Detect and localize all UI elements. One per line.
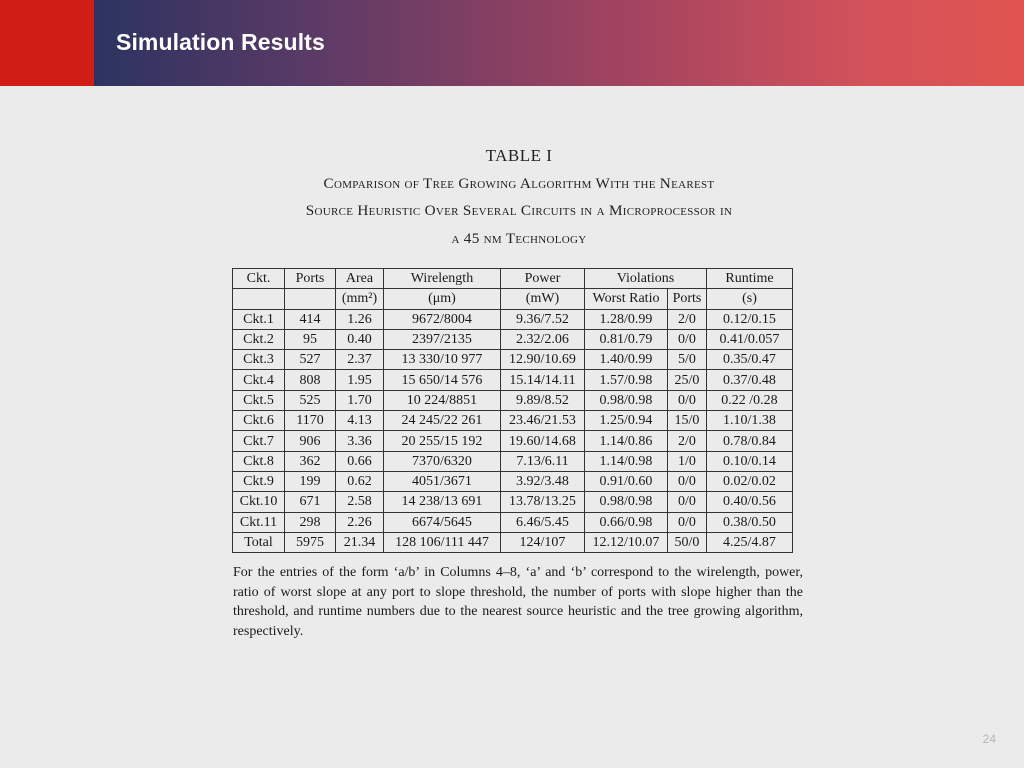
table-cell: 414 bbox=[285, 309, 336, 329]
table-cell: 10 224/8851 bbox=[384, 390, 501, 410]
header-cell: (mm²) bbox=[336, 289, 384, 309]
table-cell: 4.13 bbox=[336, 411, 384, 431]
table-cell: 6674/5645 bbox=[384, 512, 501, 532]
table-cell: 6.46/5.45 bbox=[501, 512, 585, 532]
table-cell: 0.66/0.98 bbox=[585, 512, 668, 532]
table-row bbox=[233, 411, 793, 431]
table-caption-line-2: Source Heuristic Over Several Circuits in a Microprocessor in bbox=[305, 202, 733, 219]
table-cell: 0.40/0.56 bbox=[707, 492, 793, 512]
table-cell: 4.25/4.87 bbox=[707, 532, 793, 552]
table-cell: 0.22 /0.28 bbox=[707, 390, 793, 410]
table-row bbox=[233, 370, 793, 390]
table-cell: 2.37 bbox=[336, 350, 384, 370]
table-cell: 23.46/21.53 bbox=[501, 411, 585, 431]
table-cell: 0.66 bbox=[336, 451, 384, 471]
table-cell: 0.37/0.48 bbox=[707, 370, 793, 390]
table-cell: 7.13/6.11 bbox=[501, 451, 585, 471]
table-cell: Ckt.7 bbox=[233, 431, 285, 451]
header-cell: Wirelength bbox=[384, 269, 501, 289]
header-row-1 bbox=[233, 269, 793, 289]
table-cell: 906 bbox=[285, 431, 336, 451]
table-cell: 525 bbox=[285, 390, 336, 410]
table-label: TABLE I bbox=[485, 146, 553, 165]
header-cell: Area bbox=[336, 269, 384, 289]
table-cell: 1170 bbox=[285, 411, 336, 431]
table-cell: 9.36/7.52 bbox=[501, 309, 585, 329]
table-cell: 25/0 bbox=[668, 370, 707, 390]
table-cell: 527 bbox=[285, 350, 336, 370]
header-cell bbox=[285, 289, 336, 309]
table-cell: 199 bbox=[285, 471, 336, 491]
table-cell: 0.35/0.47 bbox=[707, 350, 793, 370]
table-cell: 0.91/0.60 bbox=[585, 471, 668, 491]
slide-title: Simulation Results bbox=[116, 29, 325, 55]
table-cell: 2.32/2.06 bbox=[501, 329, 585, 349]
table-row bbox=[233, 471, 793, 491]
header-row-2 bbox=[233, 289, 793, 309]
table-cell: 0.10/0.14 bbox=[707, 451, 793, 471]
table-caption-line-1: Comparison of Tree Growing Algorithm With the Nearest bbox=[323, 175, 715, 192]
table-row bbox=[233, 431, 793, 451]
table-cell: 0/0 bbox=[668, 390, 707, 410]
table-cell: 1.95 bbox=[336, 370, 384, 390]
table-cell: 9672/8004 bbox=[384, 309, 501, 329]
table-cell: 12.12/10.07 bbox=[585, 532, 668, 552]
table-cell: 2397/2135 bbox=[384, 329, 501, 349]
page-number: 24 bbox=[982, 732, 996, 746]
table-cell: 12.90/10.69 bbox=[501, 350, 585, 370]
table-cell: 0/0 bbox=[668, 471, 707, 491]
header-cell: Power bbox=[501, 269, 585, 289]
table-cell: 298 bbox=[285, 512, 336, 532]
table-cell: 13 330/10 977 bbox=[384, 350, 501, 370]
table-cell: 0.78/0.84 bbox=[707, 431, 793, 451]
table-row bbox=[233, 512, 793, 532]
table-cell: 21.34 bbox=[336, 532, 384, 552]
table-cell: Ckt.9 bbox=[233, 471, 285, 491]
header-cell: (s) bbox=[707, 289, 793, 309]
header-cell: Violations bbox=[585, 269, 707, 289]
table-cell: 95 bbox=[285, 329, 336, 349]
header-cell: (μm) bbox=[384, 289, 501, 309]
header-cell bbox=[233, 289, 285, 309]
table-cell: 15/0 bbox=[668, 411, 707, 431]
table-row bbox=[233, 492, 793, 512]
table-cell: 1.25/0.94 bbox=[585, 411, 668, 431]
table-cell: 1/0 bbox=[668, 451, 707, 471]
table-cell: 1.70 bbox=[336, 390, 384, 410]
table-cell: 1.57/0.98 bbox=[585, 370, 668, 390]
table-cell: Ckt.10 bbox=[233, 492, 285, 512]
table-cell: 3.92/3.48 bbox=[501, 471, 585, 491]
table-cell: 3.36 bbox=[336, 431, 384, 451]
table-cell: 0.62 bbox=[336, 471, 384, 491]
table-cell: 1.14/0.86 bbox=[585, 431, 668, 451]
table-cell: Ckt.1 bbox=[233, 309, 285, 329]
table-cell: 20 255/15 192 bbox=[384, 431, 501, 451]
table-cell: 1.26 bbox=[336, 309, 384, 329]
header-cell: Ports bbox=[285, 269, 336, 289]
table-cell: 2.26 bbox=[336, 512, 384, 532]
table-cell: 0.40 bbox=[336, 329, 384, 349]
table-cell: 808 bbox=[285, 370, 336, 390]
table-cell: 1.14/0.98 bbox=[585, 451, 668, 471]
header-cell: Ckt. bbox=[233, 269, 285, 289]
table-cell: 2.58 bbox=[336, 492, 384, 512]
table-cell: 124/107 bbox=[501, 532, 585, 552]
table-cell: 0.98/0.98 bbox=[585, 492, 668, 512]
header-cell: Runtime bbox=[707, 269, 793, 289]
table-cell: 0.41/0.057 bbox=[707, 329, 793, 349]
header-cell: (mW) bbox=[501, 289, 585, 309]
table-row bbox=[233, 532, 793, 552]
table-cell: 9.89/8.52 bbox=[501, 390, 585, 410]
table-cell: 0.02/0.02 bbox=[707, 471, 793, 491]
table-cell: 671 bbox=[285, 492, 336, 512]
table-row bbox=[233, 451, 793, 471]
table-cell: 19.60/14.68 bbox=[501, 431, 585, 451]
table-cell: Ckt.5 bbox=[233, 390, 285, 410]
table-row bbox=[233, 309, 793, 329]
table-row bbox=[233, 390, 793, 410]
table-cell: Ckt.2 bbox=[233, 329, 285, 349]
table-row bbox=[233, 350, 793, 370]
table-cell: 0.12/0.15 bbox=[707, 309, 793, 329]
header-cell: Worst Ratio bbox=[585, 289, 668, 309]
table-cell: 5975 bbox=[285, 532, 336, 552]
table-cell: 2/0 bbox=[668, 309, 707, 329]
table-cell: Ckt.4 bbox=[233, 370, 285, 390]
table-cell: Ckt.11 bbox=[233, 512, 285, 532]
table-cell: Total bbox=[233, 532, 285, 552]
table-footnote: For the entries of the form ‘a/b’ in Columns 4–8, ‘a’ and ‘b’ correspond to the wirelength, power, ratio of worst slope at any port to slope threshold, the number of ports with slope higher than the threshold, and runtime numbers due to the nearest source heuristic and the tree growing algorithm, respectively. bbox=[233, 565, 803, 639]
table-cell: 1.10/1.38 bbox=[707, 411, 793, 431]
table-cell: 15 650/14 576 bbox=[384, 370, 501, 390]
table-cell: 50/0 bbox=[668, 532, 707, 552]
table-cell: Ckt.8 bbox=[233, 451, 285, 471]
table-cell: 362 bbox=[285, 451, 336, 471]
table-cell: 0.98/0.98 bbox=[585, 390, 668, 410]
table-cell: Ckt.3 bbox=[233, 350, 285, 370]
table-caption-line-3: a 45 nm Technology bbox=[451, 230, 587, 247]
table-cell: 0.81/0.79 bbox=[585, 329, 668, 349]
table-cell: 0/0 bbox=[668, 329, 707, 349]
brand-red-block bbox=[0, 0, 94, 86]
table-row bbox=[233, 329, 793, 349]
table-cell: 0/0 bbox=[668, 512, 707, 532]
table-cell: 5/0 bbox=[668, 350, 707, 370]
table-cell: 2/0 bbox=[668, 431, 707, 451]
header-cell: Ports bbox=[668, 289, 707, 309]
table-cell: 1.28/0.99 bbox=[585, 309, 668, 329]
table-cell: 7370/6320 bbox=[384, 451, 501, 471]
table-cell: 0/0 bbox=[668, 492, 707, 512]
table-cell: 14 238/13 691 bbox=[384, 492, 501, 512]
table-cell: 24 245/22 261 bbox=[384, 411, 501, 431]
table-cell: 1.40/0.99 bbox=[585, 350, 668, 370]
slide-header bbox=[0, 0, 1024, 86]
table-cell: 4051/3671 bbox=[384, 471, 501, 491]
results-table bbox=[232, 268, 793, 553]
table-cell: 128 106/111 447 bbox=[384, 532, 501, 552]
table-cell: 15.14/14.11 bbox=[501, 370, 585, 390]
table-cell: 13.78/13.25 bbox=[501, 492, 585, 512]
table-cell: Ckt.6 bbox=[233, 411, 285, 431]
table-cell: 0.38/0.50 bbox=[707, 512, 793, 532]
